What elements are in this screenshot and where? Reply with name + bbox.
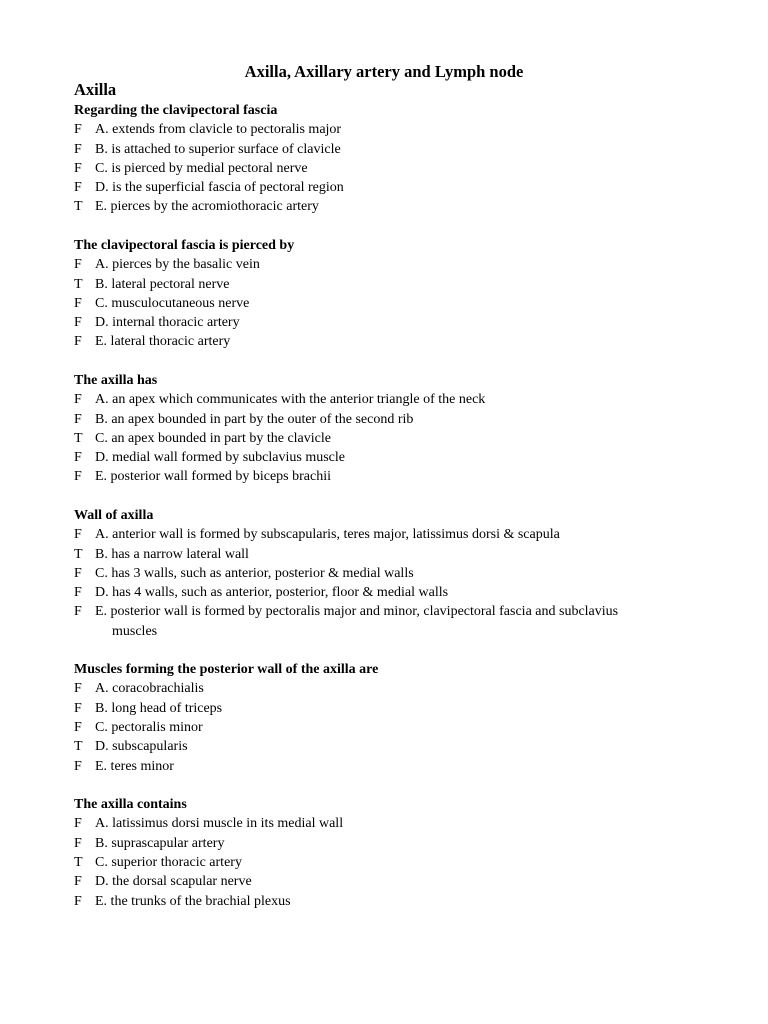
answer-key: F bbox=[74, 604, 82, 620]
question-list bbox=[74, 101, 694, 930]
answer-option bbox=[74, 140, 694, 159]
answer-key: T bbox=[74, 739, 83, 755]
option-text: A. coracobrachialis bbox=[95, 681, 204, 697]
question-block bbox=[74, 506, 694, 641]
option-text: A. anterior wall is formed by subscapularis, teres major, latissimus dorsi & scapula bbox=[95, 527, 560, 543]
option-text: B. an apex bounded in part by the outer of the second rib bbox=[95, 411, 414, 427]
option-text: C. superior thoracic artery bbox=[95, 855, 242, 871]
option-text: C. musculocutaneous nerve bbox=[95, 295, 250, 311]
answer-option bbox=[74, 814, 694, 833]
answer-option bbox=[74, 390, 694, 409]
answer-key: F bbox=[74, 893, 82, 909]
answer-key: F bbox=[74, 180, 82, 196]
answer-key: F bbox=[74, 469, 82, 485]
answer-option bbox=[74, 294, 694, 313]
option-text-wrapping bbox=[95, 602, 694, 641]
option-text: D. internal thoracic artery bbox=[95, 315, 240, 331]
option-text: B. suprascapular artery bbox=[95, 835, 225, 851]
answer-key: F bbox=[74, 527, 82, 543]
section-heading: Axilla bbox=[74, 80, 117, 99]
question-block bbox=[74, 660, 694, 776]
option-text: D. medial wall formed by subclavius muscle bbox=[95, 450, 345, 466]
answer-option bbox=[74, 545, 694, 564]
answer-option bbox=[74, 892, 694, 911]
question-block bbox=[74, 101, 694, 217]
answer-key: F bbox=[74, 334, 82, 350]
answer-option bbox=[74, 757, 694, 776]
option-text-continuation: muscles bbox=[112, 623, 158, 639]
answer-key: T bbox=[74, 855, 83, 871]
answer-option bbox=[74, 332, 694, 351]
option-text: E. posterior wall formed by biceps brachii bbox=[95, 469, 331, 485]
answer-option bbox=[74, 853, 694, 872]
option-text: E. posterior wall is formed by pectoralis major and minor, clavipectoral fascia and subclavius bbox=[95, 604, 619, 620]
answer-key: T bbox=[74, 546, 83, 562]
answer-option bbox=[74, 872, 694, 891]
answer-option bbox=[74, 467, 694, 486]
option-text: E. pierces by the acromiothoracic artery bbox=[95, 199, 319, 215]
answer-option bbox=[74, 255, 694, 274]
answer-key: F bbox=[74, 720, 82, 736]
question-stem: The axilla contains bbox=[74, 797, 187, 813]
option-text: B. is attached to superior surface of clavicle bbox=[95, 141, 341, 157]
answer-key: F bbox=[74, 160, 82, 176]
option-text: C. an apex bounded in part by the clavicle bbox=[95, 430, 331, 446]
answer-key: F bbox=[74, 585, 82, 601]
option-text: A. latissimus dorsi muscle in its medial wall bbox=[95, 816, 344, 832]
question-stem: Muscles forming the posterior wall of the axilla are bbox=[74, 662, 379, 678]
option-text: C. is pierced by medial pectoral nerve bbox=[95, 160, 308, 176]
answer-key: F bbox=[74, 411, 82, 427]
answer-option bbox=[74, 737, 694, 756]
answer-key: F bbox=[74, 835, 82, 851]
answer-option bbox=[74, 448, 694, 467]
option-text: E. the trunks of the brachial plexus bbox=[95, 893, 291, 909]
option-text: A. extends from clavicle to pectoralis major bbox=[95, 122, 342, 138]
question-block bbox=[74, 795, 694, 911]
option-text: E. teres minor bbox=[95, 758, 174, 774]
answer-option bbox=[74, 410, 694, 429]
question-block bbox=[74, 371, 694, 487]
option-text: A. pierces by the basalic vein bbox=[95, 257, 260, 273]
answer-option bbox=[74, 718, 694, 737]
option-text: C. pectoralis minor bbox=[95, 720, 203, 736]
answer-option bbox=[74, 275, 694, 294]
option-text: B. has a narrow lateral wall bbox=[95, 546, 249, 562]
option-text: D. subscapularis bbox=[95, 739, 188, 755]
answer-option bbox=[74, 159, 694, 178]
answer-key: F bbox=[74, 392, 82, 408]
answer-option bbox=[74, 178, 694, 197]
option-text: B. lateral pectoral nerve bbox=[95, 276, 230, 292]
question-stem: Wall of axilla bbox=[74, 507, 154, 523]
answer-key: F bbox=[74, 700, 82, 716]
answer-key: F bbox=[74, 874, 82, 890]
answer-option bbox=[74, 679, 694, 698]
answer-key: F bbox=[74, 122, 82, 138]
question-stem: Regarding the clavipectoral fascia bbox=[74, 103, 278, 118]
answer-key: T bbox=[74, 199, 83, 215]
answer-key: F bbox=[74, 295, 82, 311]
answer-option bbox=[74, 313, 694, 332]
answer-option bbox=[74, 197, 694, 216]
answer-key: F bbox=[74, 141, 82, 157]
question-block bbox=[74, 236, 694, 352]
answer-option bbox=[74, 602, 694, 641]
option-text: A. an apex which communicates with the anterior triangle of the neck bbox=[95, 392, 486, 408]
option-text: B. long head of triceps bbox=[95, 700, 223, 716]
option-text: D. the dorsal scapular nerve bbox=[95, 874, 252, 890]
answer-option bbox=[74, 525, 694, 544]
answer-option bbox=[74, 429, 694, 448]
document-title: Axilla, Axillary artery and Lymph node bbox=[244, 62, 524, 81]
answer-option bbox=[74, 564, 694, 583]
answer-key: F bbox=[74, 450, 82, 466]
question-stem: The axilla has bbox=[74, 372, 158, 388]
option-text: C. has 3 walls, such as anterior, posterior & medial walls bbox=[95, 565, 414, 581]
answer-key: F bbox=[74, 257, 82, 273]
answer-key: T bbox=[74, 430, 83, 446]
answer-key: F bbox=[74, 565, 82, 581]
answer-key: F bbox=[74, 758, 82, 774]
answer-key: F bbox=[74, 315, 82, 331]
option-text: E. lateral thoracic artery bbox=[95, 334, 231, 350]
answer-key: F bbox=[74, 816, 82, 832]
answer-option bbox=[74, 699, 694, 718]
answer-option bbox=[74, 120, 694, 139]
answer-option bbox=[74, 834, 694, 853]
option-text: D. is the superficial fascia of pectoral region bbox=[95, 180, 344, 196]
answer-key: T bbox=[74, 276, 83, 292]
option-text: D. has 4 walls, such as anterior, posterior, floor & medial walls bbox=[95, 585, 449, 601]
question-stem: The clavipectoral fascia is pierced by bbox=[74, 237, 295, 253]
answer-option bbox=[74, 583, 694, 602]
answer-key: F bbox=[74, 681, 82, 697]
